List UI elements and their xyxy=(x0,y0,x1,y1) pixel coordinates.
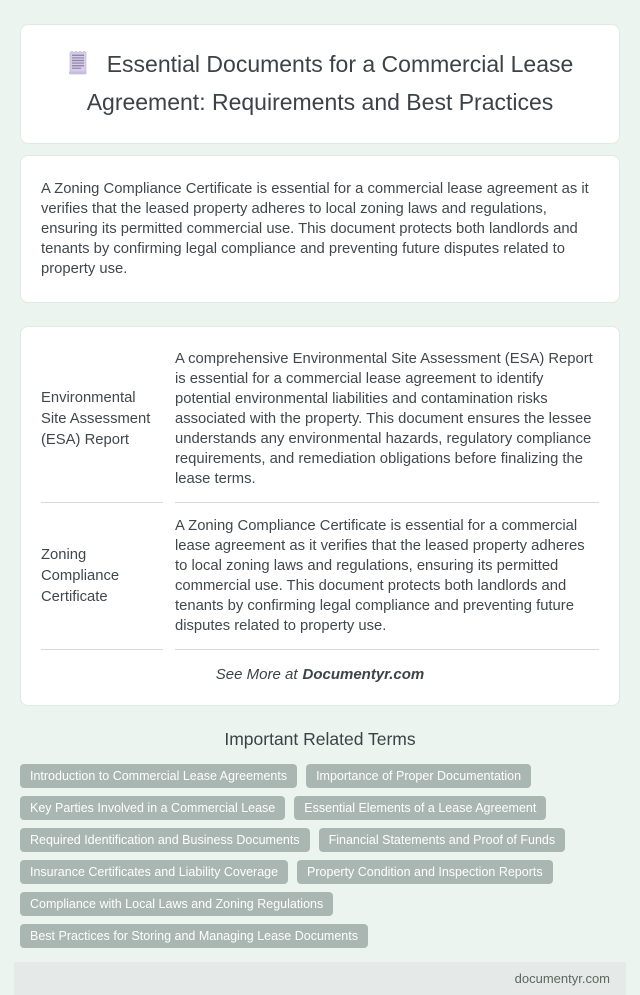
tag-introduction-commercial-lease[interactable]: Introduction to Commercial Lease Agreements xyxy=(20,764,297,788)
description-cell: A Zoning Compliance Certificate is essential for a commercial lease agreement as it verifies that the leased property adheres to local zoning laws and regulations, ensuring its permitted commercial use. This document protects both landlords and tenants by confirming legal compliance and preventing future disputes related to property use. xyxy=(175,503,599,650)
footer-site-name: documentyr.com xyxy=(514,971,610,986)
intro-card xyxy=(20,155,620,303)
documents-table xyxy=(29,336,611,650)
page-title-text: Essential Documents for a Commercial Lease Agreement: Requirements and Best Practices xyxy=(86,51,574,115)
term-cell: Zoning Compliance Certificate xyxy=(41,503,163,650)
tag-essential-elements[interactable]: Essential Elements of a Lease Agreement xyxy=(294,796,546,820)
tag-key-parties[interactable]: Key Parties Involved in a Commercial Lease xyxy=(20,796,285,820)
related-terms-tag-list xyxy=(20,764,620,948)
term-cell: Environmental Site Assessment (ESA) Report xyxy=(41,336,163,503)
tag-best-practices-storing[interactable]: Best Practices for Storing and Managing Lease Documents xyxy=(20,924,368,948)
table-row xyxy=(41,336,599,503)
tag-property-condition[interactable]: Property Condition and Inspection Reports xyxy=(297,860,553,884)
related-terms-heading: Important Related Terms xyxy=(224,729,416,749)
tag-financial-statements[interactable]: Financial Statements and Proof of Funds xyxy=(319,828,566,852)
see-more-prefix: See More at xyxy=(215,666,298,683)
page-title xyxy=(39,47,601,119)
documents-table-card xyxy=(20,326,620,706)
title-card xyxy=(20,24,620,144)
receipt-icon xyxy=(67,50,89,85)
table-row xyxy=(41,503,599,650)
tag-compliance-local-laws[interactable]: Compliance with Local Laws and Zoning Regulations xyxy=(20,892,333,916)
see-more-line xyxy=(41,666,599,683)
intro-text: A Zoning Compliance Certificate is essential for a commercial lease agreement as it verifies that the leased property adheres to local zoning laws and regulations, ensuring its permitted commercial use. This document protects both landlords and tenants by confirming legal compliance and preventing future disputes related to property use. xyxy=(41,181,589,277)
brand-name: Documentyr.com xyxy=(302,666,425,683)
tag-required-identification[interactable]: Required Identification and Business Documents xyxy=(20,828,310,852)
tag-insurance-certificates[interactable]: Insurance Certificates and Liability Coverage xyxy=(20,860,288,884)
tag-importance-documentation[interactable]: Importance of Proper Documentation xyxy=(306,764,531,788)
footer-bar xyxy=(14,962,626,995)
description-cell: A comprehensive Environmental Site Assessment (ESA) Report is essential for a commercial lease agreement to identify potential environmental liabilities and contamination risks associated with the property. This document ensures the lessee understands any environmental hazards, regulatory compliance requirements, and remediation obligations before finalizing the lease terms. xyxy=(175,336,599,503)
